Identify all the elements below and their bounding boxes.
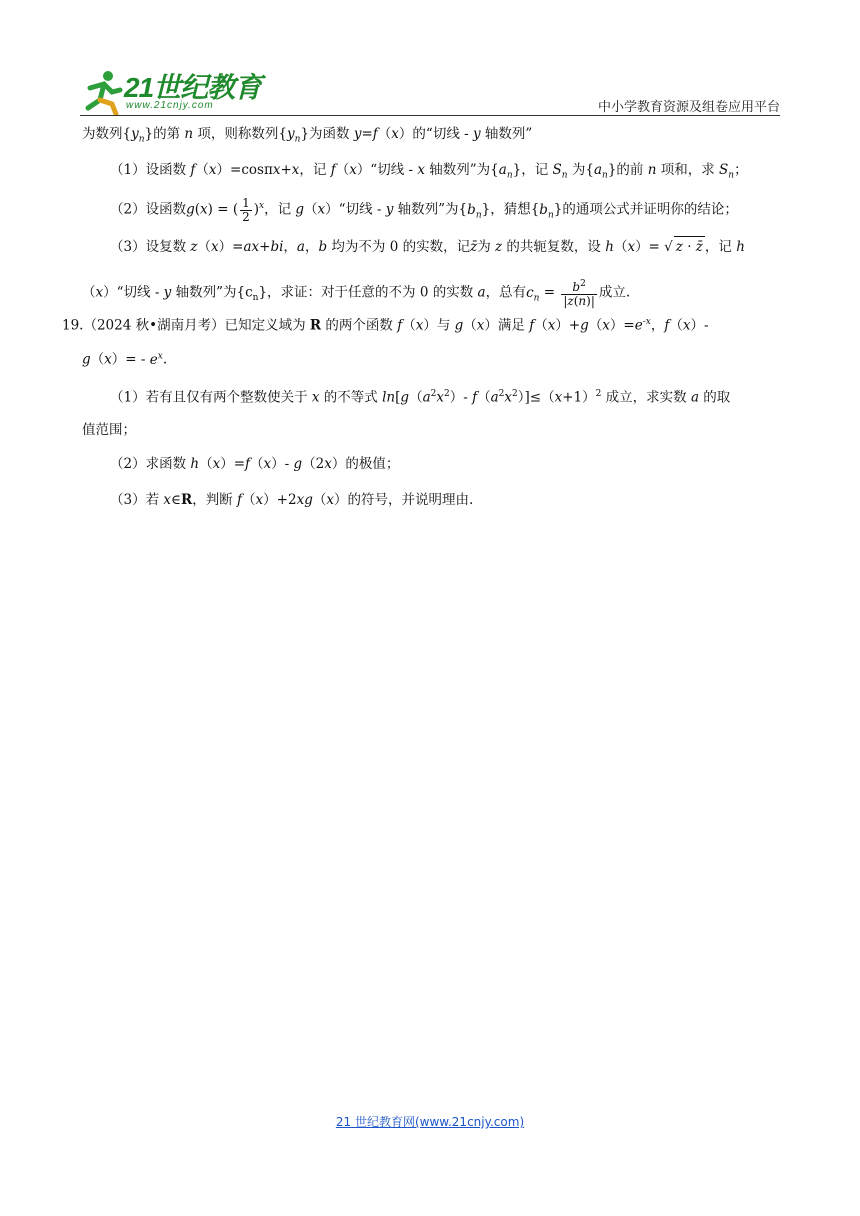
page-header	[80, 62, 780, 118]
logo-url: www.21cnjy.com	[126, 100, 214, 111]
question-19-part-1-cont: 值范围；	[82, 422, 136, 438]
question-18-part-3-cont: （x）“切线 - y 轴数列”为$\{c_n\}$，求证：对于任意的不为 0 的实数 a，总有$c_n$ = $\frac{b^2}{|z(n)|}$ 成立.	[82, 279, 631, 308]
header-divider	[80, 115, 780, 116]
question-19-part-2: （2）求函数 h（x）=f（x）- g（2x）的极值；	[110, 456, 400, 472]
text-line: 为数列$\{y_n\}$的第 n 项，则称数列$\{y_n\}$为函数 y=f（x）的“切线 - y 轴数列”	[82, 126, 533, 145]
question-19-part-3: （3）若 x∈R，判断 f（x）+2xg（x）的符号，并说明理由.	[110, 492, 474, 508]
logo-text: 21世纪教育	[124, 72, 262, 103]
footer-link[interactable]: 21 世纪教育网(www.21cnjy.com)	[335, 1115, 525, 1129]
question-18-part-1: （1）设函数 f（x）=cosπx+x，记 f（x）“切线 - x 轴数列”为$\{a_n\}$，记 $S_n$ 为$\{a_n\}$的前 n 项和，求 $S_n$；	[110, 162, 748, 181]
runner-icon	[80, 68, 126, 116]
page-footer	[0, 1113, 860, 1130]
question-19-stem-cont: $g(x)= - e^x$.	[82, 351, 168, 368]
site-logo[interactable]	[80, 66, 290, 118]
question-19-stem: 19.（2024 秋•湖南月考）已知定义域为 R 的两个函数 f（x）与 g（x）满足 $f(x)+g(x)=e^{-x}$，f（x）-	[62, 317, 709, 334]
platform-name: 中小学教育资源及组卷应用平台	[597, 100, 780, 115]
question-19-part-1: （1）若有且仅有两个整数使关于 x 的不等式 $\ln[g(a^2x^2)-$ $f(a^2x^2)]\le(x+1)^2$ 成立，求实数 a 的取	[110, 389, 731, 406]
question-18-part-2: （2）设函数g(x) = ( $\frac{1}{2}$ )$^x$，记 g（x）“切线 - y 轴数列”为$\{b_n\}$，猜想$\{b_n\}$的通项公式并证明你的结论；	[110, 195, 738, 224]
question-18-part-3: （3）设复数 z（x）=ax+bi，a，b 均为不为 0 的实数，记z̄为 z 的共轭复数，设 h（x）= √ z · z̄ ，记 h	[110, 236, 745, 257]
